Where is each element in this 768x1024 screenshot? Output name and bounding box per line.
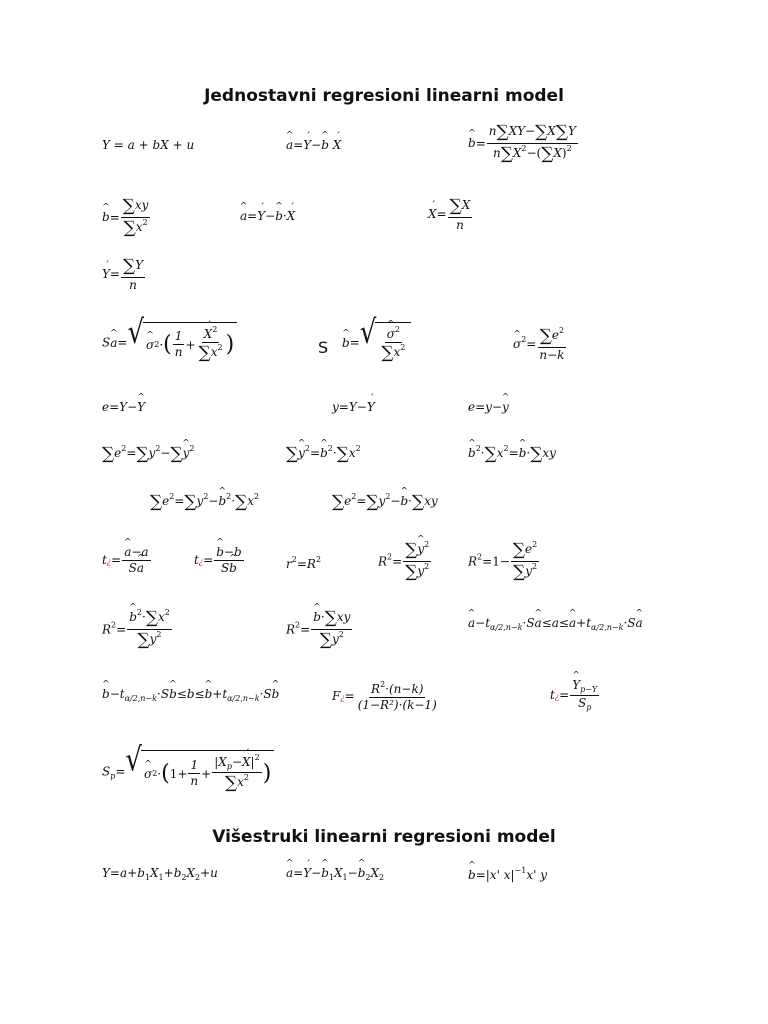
- formula-residual-2: e=y−y ^: [468, 401, 509, 413]
- formula-ci-b: b $\^{}-t_{\alpha/2,n-k}\cdot Sb$ ^≤b≤b $\^{}+t_{\alpha/2,n-k}\cdot Sb$ ^: [102, 688, 279, 703]
- formula-y-mean: Y ´= $\frac{\sum Y}{n}$: [102, 256, 146, 293]
- formula-sum-e2-bxy: $\sum e^2=\sum y^2-b$ ^·∑xy: [332, 493, 438, 511]
- formula-R2-b2: $R^2=$ $\frac{b \^{}^2\cdot\sum x^2}{\sum y^2}$: [102, 608, 173, 652]
- formula-b-hat-dev: b ^= $\frac{\sum xy}{\sum x^2}$: [102, 196, 151, 240]
- formula-s-a-hat: Sa ^= √ σ ^ 2 · ( $\frac{1}{n}$ + $\frac{X ´^2}{\sum x^2}$ ): [102, 322, 237, 364]
- formula-F: F¿= $\frac{R^2\cdot(n-k)}{\text{(1−R²)·(k−1)}}$: [332, 680, 437, 712]
- formula-residual-1: e=Y−Y ^: [102, 401, 145, 413]
- formula-R2-bxy: $R^2=$ $\frac{b \^{}\cdot\sum xy}{\sum y^2}$: [286, 608, 353, 652]
- formula-sum-yhat2: ∑y ^$^2$=b $\^{}^2\cdot\sum x^2$: [286, 445, 361, 463]
- formula-b-hat-raw: b ^= $\frac{n\sum XY-\sum X\sum Y}{n\sum X^2-(\sum X)^2}$: [468, 122, 579, 166]
- section-title-simple: Jednostavni regresioni linearni model: [204, 86, 564, 106]
- formula-sigma-hat: σ ^$^2$= $\frac{\sum e^2}{n-k}$: [513, 326, 567, 363]
- formula-a-hat: a ^=Y ´−b ^ X ´: [286, 139, 341, 151]
- label-s: S: [318, 338, 329, 357]
- formula-s-b-hat: b ^= √ $\frac{\sigma \^{}^2}{\sum x^2}$: [342, 322, 411, 364]
- section-title-multiple: Višestruki linearni regresioni model: [212, 827, 556, 847]
- formula-b2-identity: b $\^{}^2\cdot\sum x^2=b$ ^·∑xy: [468, 445, 556, 463]
- formula-sum-e2-b2: $\sum e^2=\sum y^2-b$ $\^{}^2\cdot\sum x^2$: [150, 493, 259, 511]
- formula-ci-a: a $\^{}-t_{\alpha/2,n-k}\cdot Sa$ ^≤a≤a $\^{}+t_{\alpha/2,n-k}\cdot Sa$ ^: [468, 617, 643, 632]
- formula-multiple-model: $Y=a+b_1X_1+b_2X_2+u$: [102, 866, 218, 882]
- formula-multiple-b-hat: b ^=|x' $x|^{-1}x'$ y: [468, 867, 547, 881]
- formula-deviation: y=Y−Y ´: [332, 401, 375, 413]
- formula-sum-e2: $\sum e^2=\sum y^2-\sum y$ ^$^2$: [102, 445, 195, 463]
- formula-a-hat-2: a ^=Y ´−b ^·X ´: [240, 210, 295, 222]
- formula-R2-residual: $R^2=1-$ $\frac{\sum e^2}{\sum y^2}$: [468, 540, 538, 583]
- formula-s-p: $S_p=$ √ σ ^ 2 · ( 1 + $\frac{1}{n}$ + $\frac{|X_p-X ´|^2}{\sum x^2}$ ): [102, 750, 274, 794]
- formula-t-a: t¿= $\frac{a \^{}-a}{Sa}$ ^: [102, 545, 152, 576]
- formula-x-mean: X ´= $\frac{\sum X}{n}$: [428, 196, 473, 233]
- formula-t-p: t¿= $\frac{Y \^{}_{p-Y}}{S_p}$: [550, 678, 600, 713]
- formula-t-b: t¿= $\frac{b \^{}-b}{Sb}$ ^: [194, 545, 245, 576]
- formula-R2-ratio: $R^2=$ $\frac{\sum y \^{}^2}{\sum y^2}$: [378, 540, 432, 584]
- formula-multiple-a-hat: a ^=Y ´−b $\^{}_1X_1-b$ $\^{}_2X_2$: [286, 867, 384, 882]
- formula-model: Y = a + bX + u: [102, 138, 195, 152]
- formula-r2: $r^2=R^2$: [286, 555, 322, 571]
